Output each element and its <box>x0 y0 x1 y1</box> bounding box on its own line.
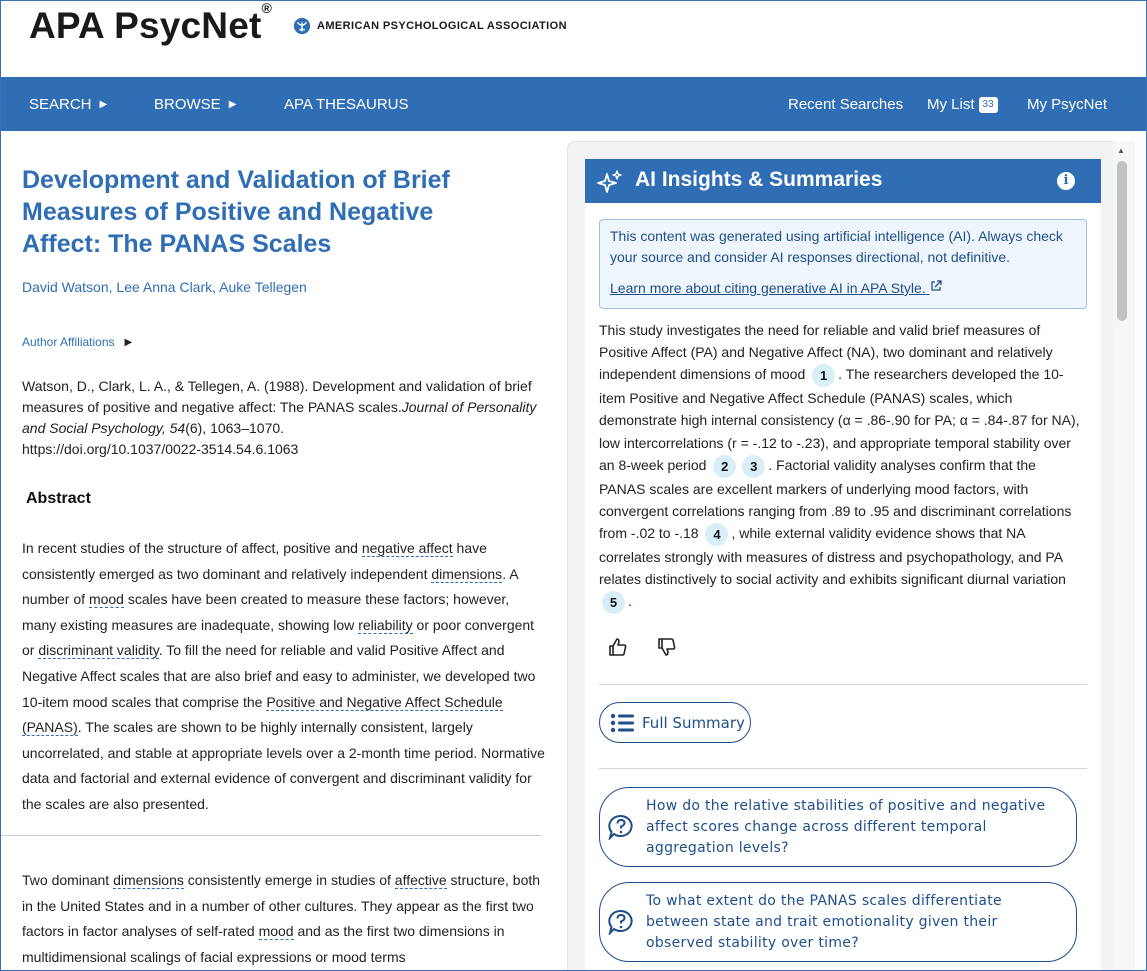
abstract-segment: scales have been created to measure these factors; however, many existing measures are inadequate, showing low <box>22 591 510 633</box>
summary-segment: This study investigates the need for reliable and valid brief measures of Positive Affect (PA) and Negative Affect (NA), two dominant and relatively independent dimensions of mood <box>599 322 1053 383</box>
affiliations-label: Author Affiliations <box>22 335 115 349</box>
mylist-count-badge: 33 <box>979 97 998 113</box>
reference-bubble[interactable]: 3 <box>742 455 765 478</box>
nav-my-psycnet[interactable] <box>1027 96 1107 113</box>
thumbs-down-icon[interactable] <box>657 637 677 657</box>
nav-mylist-label: My List <box>927 96 975 113</box>
caret-right-icon: ▶ <box>124 336 133 348</box>
apa-label: AMERICAN PSYCHOLOGICAL ASSOCIATION <box>317 20 567 32</box>
keyword-link[interactable]: dimensions <box>113 872 184 888</box>
ai-disclaimer-text: This content was generated using artificial intelligence (AI). Always check your source and consider AI responses directional, not definitive. <box>610 228 1063 265</box>
body-segment: structure, both in the United States and in a number of other cultures. They appear as the first two factors in factor analyses of self-rated <box>22 872 541 940</box>
scrollbar-thumb[interactable] <box>1117 161 1127 321</box>
sparkle-icon <box>597 170 623 194</box>
reference-bubble[interactable]: 5 <box>602 591 625 614</box>
keyword-link[interactable]: affective <box>394 872 447 888</box>
thumbs-up-icon[interactable] <box>608 637 628 657</box>
body-segment: Two dominant <box>22 872 114 888</box>
caret-right-icon: ▶ <box>99 99 108 110</box>
keyword-link[interactable]: mood <box>258 923 294 940</box>
logo-registered-mark: ® <box>261 0 273 16</box>
external-link-icon <box>930 280 942 292</box>
abstract-segment: In recent studies of the structure of affect, positive and <box>22 540 362 556</box>
keyword-link[interactable]: mood <box>88 591 124 608</box>
ai-panel-container <box>567 141 1133 971</box>
full-summary-button[interactable] <box>599 702 751 743</box>
nav-thesaurus[interactable] <box>284 96 408 113</box>
divider <box>599 768 1087 769</box>
top-header <box>1 1 1147 77</box>
nav-browse[interactable] <box>154 96 236 113</box>
scroll-up-arrow-icon[interactable]: ▲ <box>1117 146 1125 155</box>
keyword-link[interactable]: dimensions <box>431 565 503 582</box>
ai-disclaimer-notice <box>599 219 1087 309</box>
apa-seal-icon <box>293 17 311 35</box>
nav-browse-label: BROWSE <box>154 96 221 113</box>
nav-thesaurus-label: APA THESAURUS <box>284 96 409 113</box>
question-bubble-icon <box>608 814 634 840</box>
section-divider <box>1 835 541 836</box>
ai-summary-text <box>599 319 1085 614</box>
summary-segment: . Factorial validity analyses confirm that the PANAS scales are excellent markers of underlying mood factors, with convergent correlations ranging from .89 to .95 and discriminant correlations from -.02 to -.18 <box>599 456 1072 542</box>
divider <box>599 684 1087 685</box>
nav-recent-label: Recent Searches <box>788 96 904 113</box>
learn-more-link[interactable] <box>610 278 942 299</box>
summary-segment: . The researchers developed the 10-item Positive and Negative Affect Schedule (PANAS) scales, which demonstrate high internal consistency (α = .86-.90 for PA; α = .84-.87 for NA), low intercorrelations (r = -.12 to -.23), and appropriate temporal stability over an 8-week period <box>599 366 1080 473</box>
keyword-link[interactable]: negative affect <box>361 540 453 556</box>
abstract-segment: have consistently emerged as two dominant and relatively independent <box>22 540 487 582</box>
ai-insights-panel <box>585 159 1101 971</box>
keyword-link[interactable]: discriminant validity <box>38 642 159 659</box>
nav-recent-searches[interactable] <box>788 96 903 113</box>
nav-my-list[interactable] <box>927 96 998 113</box>
abstract-segment: . To fill the need for reliable and valid Positive Affect and Negative Affect scales that are also brief and easy to administer, we developed two 10-item mood scales that comprise the <box>22 642 536 710</box>
citation <box>22 376 542 460</box>
info-icon[interactable]: i <box>1057 172 1075 190</box>
summary-segment: . <box>628 593 632 610</box>
article-title: Development and Validation of Brief Measures of Positive and Negative Affect: The PANAS Scales <box>22 166 450 258</box>
keyword-link[interactable]: reliability <box>358 616 413 633</box>
logo-text: APA PsycNet <box>29 5 262 46</box>
abstract-text <box>22 536 547 818</box>
ai-panel-title: AI Insights & Summaries <box>635 168 883 191</box>
keyword-link[interactable]: Positive and Negative Affect Schedule (PANAS) <box>22 693 503 736</box>
learn-more-label: Learn more about citing generative AI in APA Style. <box>610 280 926 296</box>
question-text: To what extent do the PANAS scales differentiate between state and trait emotionality given their observed stability over time? <box>646 892 1002 951</box>
apa-logo[interactable] <box>293 17 567 35</box>
body-segment: consistently emerge in studies of <box>183 872 395 888</box>
suggested-question-button[interactable] <box>599 882 1077 962</box>
article-body-text <box>22 868 547 970</box>
reference-bubble[interactable]: 2 <box>713 455 736 478</box>
article-authors[interactable]: David Watson, Lee Anna Clark, Auke Tellegen <box>22 279 307 295</box>
author-affiliations-toggle[interactable] <box>22 335 132 349</box>
article-column <box>1 131 561 971</box>
question-bubble-icon <box>608 909 634 935</box>
nav-mypsycnet-label: My PsycNet <box>1027 96 1108 113</box>
citation-issue-pages: (6), 1063–1070. <box>185 420 285 436</box>
main-nav <box>1 77 1147 131</box>
nav-search-label: SEARCH <box>29 96 92 113</box>
ai-panel-header <box>585 159 1101 203</box>
suggested-question-button[interactable] <box>599 787 1077 867</box>
caret-right-icon: ▶ <box>228 99 237 110</box>
psycnet-logo[interactable] <box>29 0 273 47</box>
reference-bubble[interactable]: 4 <box>705 523 728 546</box>
citation-doi[interactable]: https://doi.org/10.1037/0022-3514.54.6.1063 <box>22 441 299 457</box>
citation-journal: Journal of Personality and Social Psychology, 54 <box>22 399 537 436</box>
reference-bubble[interactable]: 1 <box>812 364 835 387</box>
abstract-segment: . A number of <box>22 565 518 608</box>
citation-text: Watson, D., Clark, L. A., & Tellegen, A. (1988). Development and validation of brief measures of positive and negative affect: The PANAS scales. <box>22 378 532 415</box>
full-summary-label: Full Summary <box>642 713 745 732</box>
list-icon <box>610 712 636 734</box>
question-text: How do the relative stabilities of positive and negative affect scores change across different temporal aggregation levels? <box>646 797 1046 856</box>
summary-segment: , while external validity evidence shows that NA correlates strongly with measures of distress and psychopathology, and PA relates distinctively to social activity and exhibits significant diurnal variation <box>599 525 1066 588</box>
body-segment: and as the first two dimensions in multidimensional scalings of facial expressions or mood terms <box>22 923 505 965</box>
abstract-segment: . The scales are shown to be highly internally consistent, largely uncorrelated, and stable at appropriate levels over a 2-month time period. Normative data and factorial and external evidence of convergent and discriminant validity for the scales are also presented. <box>22 719 545 812</box>
abstract-segment: or poor convergent or <box>22 616 535 659</box>
nav-search[interactable] <box>29 96 107 113</box>
abstract-heading: Abstract <box>26 490 91 507</box>
